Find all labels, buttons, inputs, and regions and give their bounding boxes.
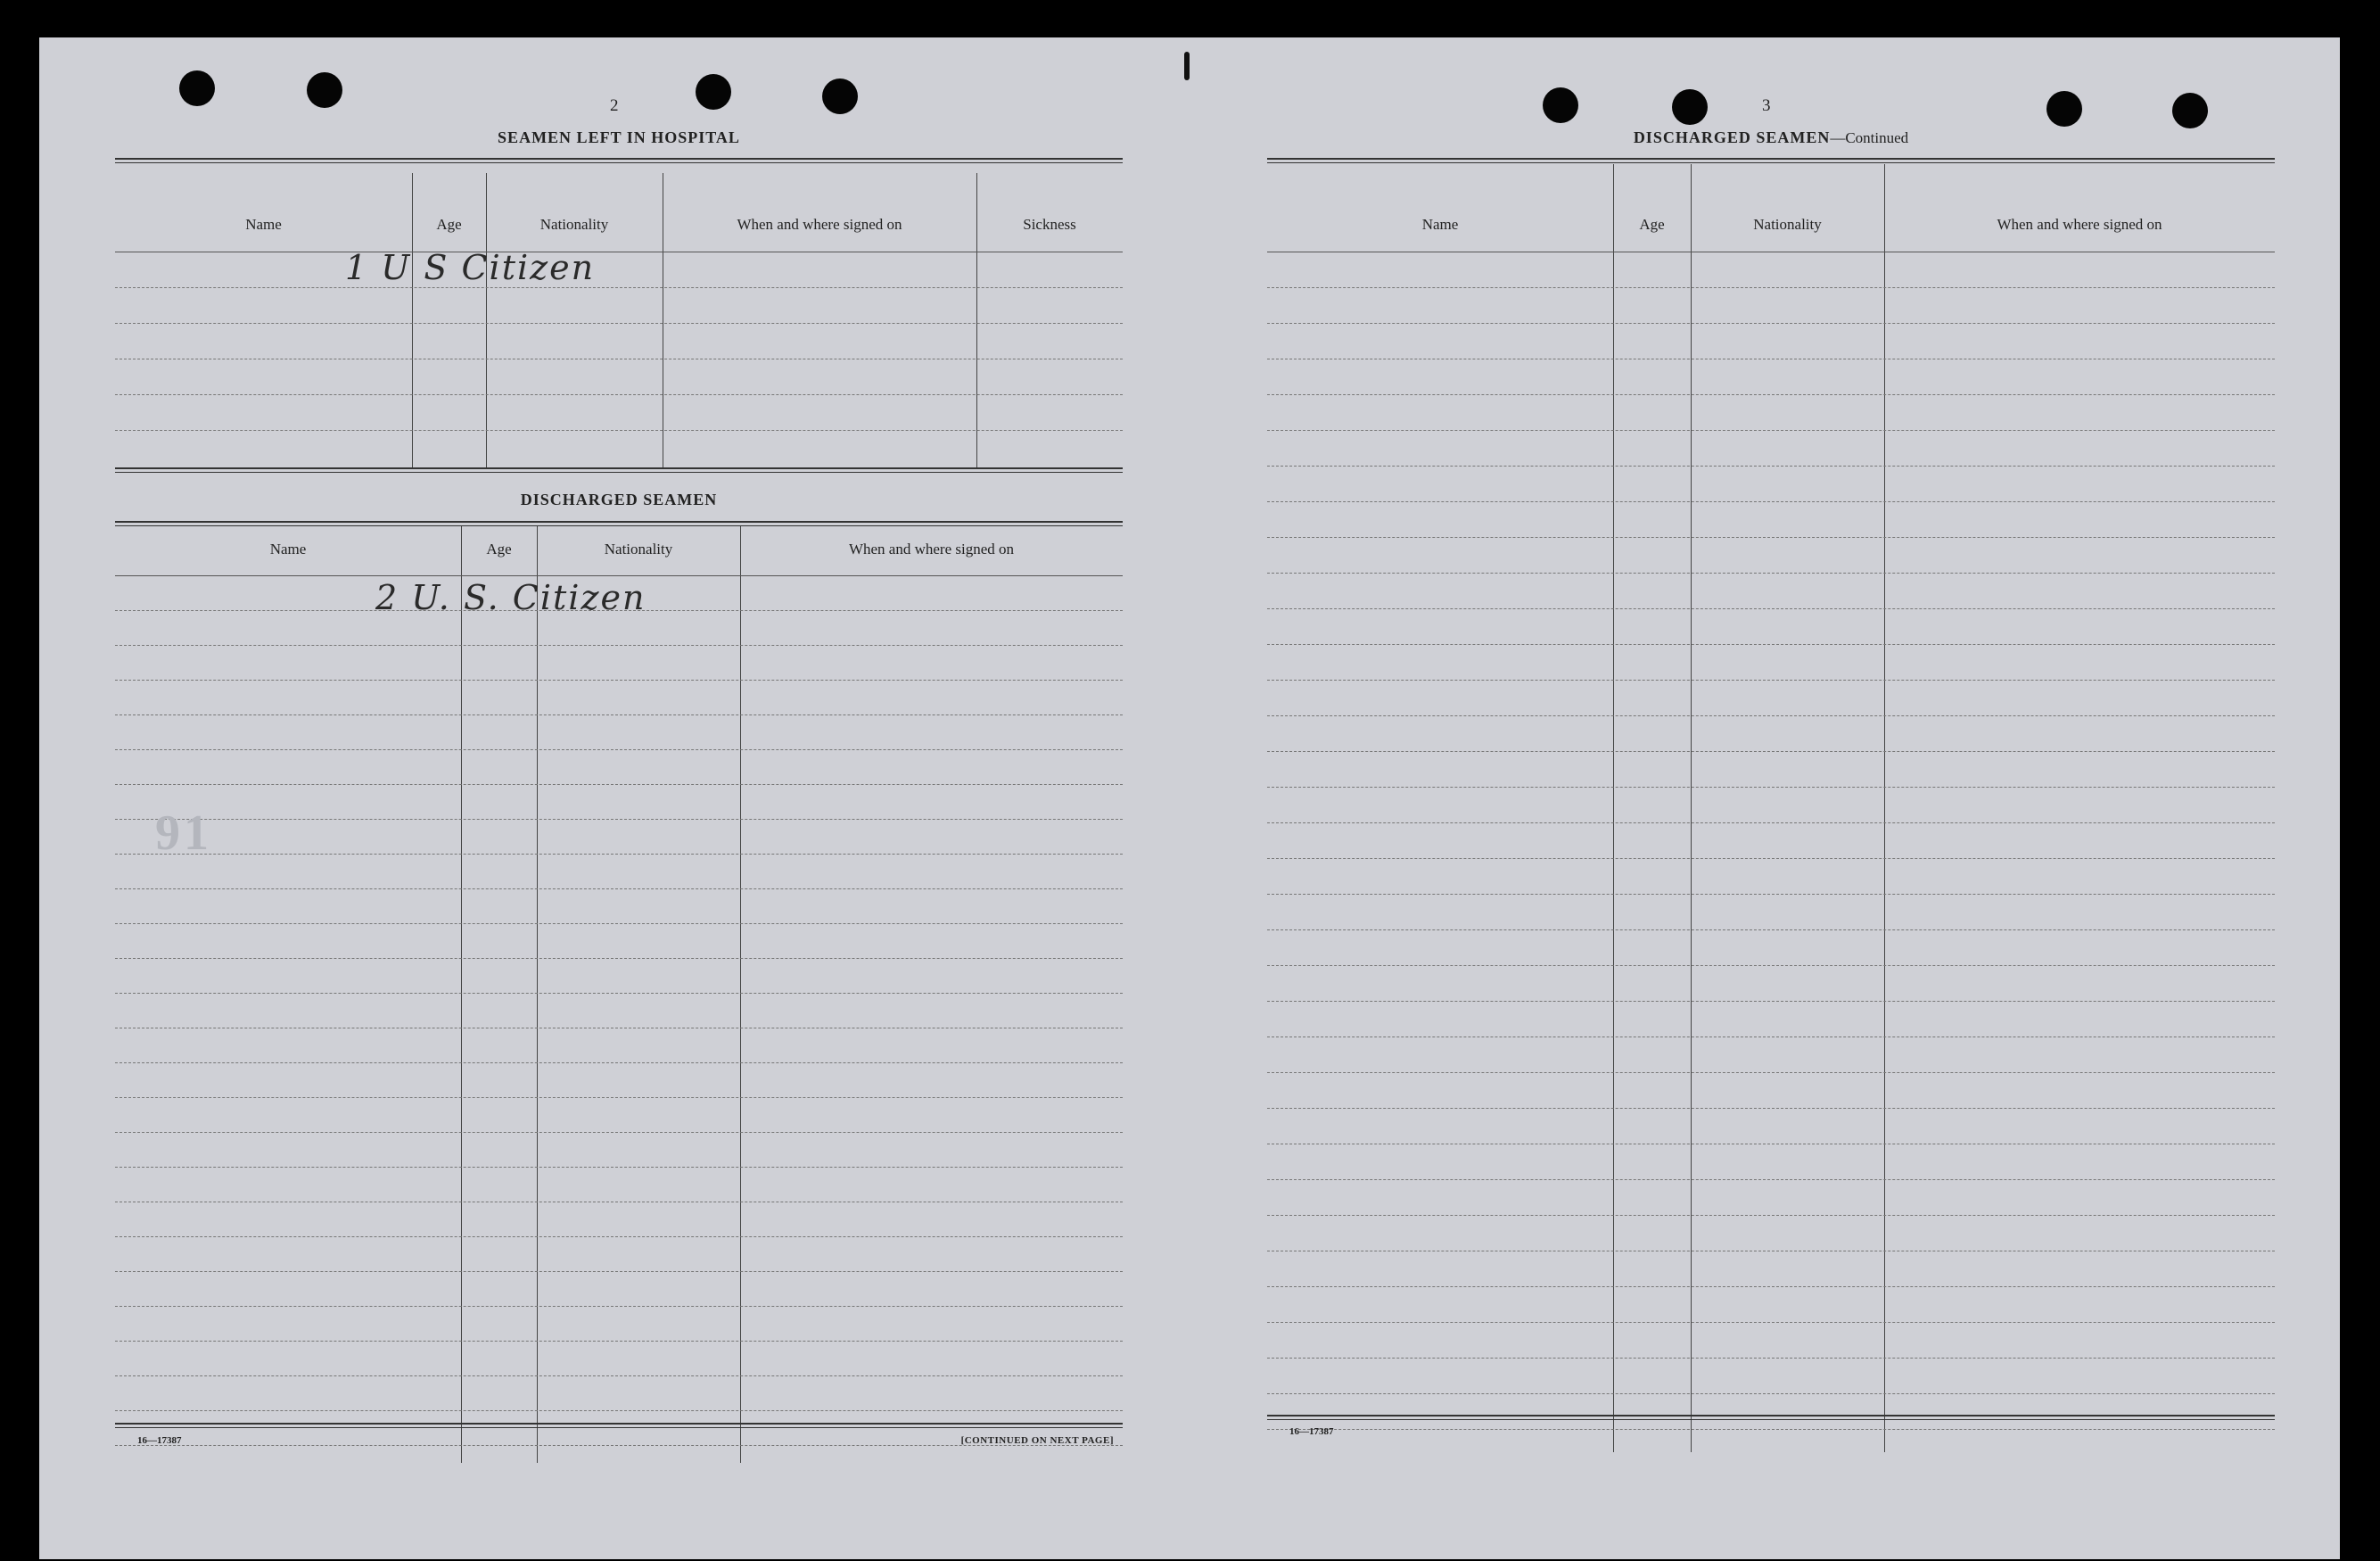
double-rule [1267,158,2275,160]
row-line [115,1410,1123,1411]
row-line [115,1167,1123,1168]
discharged-title: DISCHARGED SEAMEN [520,491,718,508]
column-header-signed-on: When and where signed on [848,541,1015,558]
column-header-sickness: Sickness [1023,216,1076,233]
row-line [1267,965,2275,966]
column-divider [1884,164,1885,1452]
row-line [1267,929,2275,930]
rule [1267,162,2275,163]
row-line [1267,715,2275,716]
row-line [115,1062,1123,1063]
double-rule [115,1423,1123,1425]
row-line [115,958,1123,959]
column-header-name: Name [245,216,282,233]
left-page [115,37,1123,1559]
column-divider [461,526,462,1463]
row-line [115,430,1123,431]
row-line [1267,822,2275,823]
form-number: 16—17387 [137,1435,182,1446]
column-divider [1613,164,1614,1452]
row-line [115,888,1123,889]
row-line [1267,1215,2275,1216]
column-divider [740,526,741,1463]
column-header-name: Name [269,541,307,558]
row-line [1267,1072,2275,1073]
discharged-continued-table [1267,164,2275,1458]
column-header-age: Age [486,541,512,558]
row-line [1267,501,2275,502]
rule [115,162,1123,163]
row-line [115,287,1123,288]
row-line [115,323,1123,324]
row-line [1267,1108,2275,1109]
double-rule [1267,1415,2275,1416]
row-line [1267,680,2275,681]
row-line [115,749,1123,750]
row-line [1267,1393,2275,1394]
double-rule [115,467,1123,469]
hospital-title: SEAMEN LEFT IN HOSPITAL [498,128,740,146]
column-divider [412,173,413,467]
row-line [115,645,1123,646]
row-line [1267,1322,2275,1323]
column-header-signed-on: When and where signed on [1997,216,2162,233]
column-header-signed-on: When and where signed on [737,216,902,233]
row-line [1267,1001,2275,1002]
rule [115,1427,1123,1428]
row-line [1267,287,2275,288]
handwritten-entry: 1 U S Citizen [345,248,596,287]
column-divider [486,173,487,467]
column-divider [976,173,977,467]
row-line [115,1306,1123,1307]
row-line [1267,751,2275,752]
hospital-table [115,173,1123,466]
title-continued: —Continued [1830,129,1909,146]
page-number: 3 [1762,96,1771,115]
row-line [1267,894,2275,895]
row-line [115,714,1123,715]
row-line [1267,466,2275,467]
row-line [115,1341,1123,1342]
right-page [1267,37,2275,1559]
row-line [1267,787,2275,788]
form-number: 16—17387 [1289,1426,1334,1437]
document-sheet [39,37,2340,1559]
column-header-nationality: Nationality [1753,216,1822,233]
row-line [115,394,1123,395]
row-line [115,1375,1123,1376]
bleed-through-mark: 91 [155,805,212,861]
page-number: 2 [610,96,619,115]
row-line [115,1236,1123,1237]
row-line [115,854,1123,855]
column-divider [537,526,538,1463]
discharged-table [115,526,1123,1463]
rule [115,472,1123,473]
column-header-age: Age [1639,216,1665,233]
row-line [1267,537,2275,538]
continued-note: [CONTINUED ON NEXT PAGE] [960,1435,1114,1446]
row-line [1267,1429,2275,1430]
column-header-nationality: Nationality [539,216,609,233]
row-line [1267,644,2275,645]
row-line [1267,1358,2275,1359]
row-line [115,575,1123,576]
row-line [115,923,1123,924]
column-header-age: Age [436,216,462,233]
column-divider [1691,164,1692,1452]
title-main: DISCHARGED SEAMEN [1633,128,1831,146]
row-line [1267,573,2275,574]
row-line [1267,1286,2275,1287]
column-header-nationality: Nationality [604,541,673,558]
column-header-name: Name [1421,216,1459,233]
row-line [1267,858,2275,859]
row-line [1267,323,2275,324]
row-line [115,1271,1123,1272]
row-line [1267,430,2275,431]
row-line [115,1097,1123,1098]
discharged-continued-title [1267,128,2275,147]
row-line [115,680,1123,681]
row-line [115,993,1123,994]
row-line [115,784,1123,785]
double-rule [115,158,1123,160]
row-line [1267,1179,2275,1180]
row-line [1267,608,2275,609]
row-line [1267,394,2275,395]
handwritten-entry: 2 U. S. Citizen [375,578,646,617]
double-rule [115,521,1123,523]
rule [1267,1419,2275,1420]
ink-speck [1184,52,1190,80]
row-line [115,1132,1123,1133]
row-line [115,819,1123,820]
